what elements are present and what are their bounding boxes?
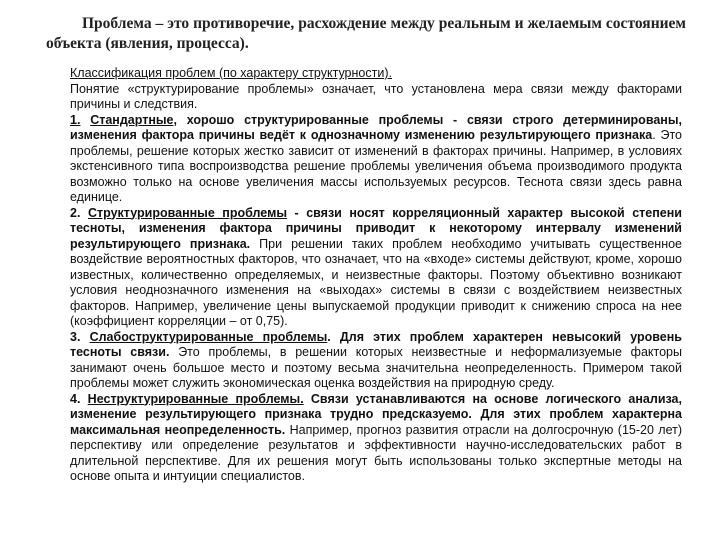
item-name: Структурированные проблемы	[87, 205, 288, 220]
item-bold-text: . Для этих проблем характерен невысокий уровень тесноты связи.	[70, 329, 682, 359]
title-text: Проблема – это противоречие, расхождение между реальным и желаемым состоянием объекта (явления, процесса).	[46, 15, 686, 52]
item-number: 1.	[70, 112, 81, 127]
classification-intro: Понятие «структурирование проблемы» означает, что установлена мера связи между факторами причины и следствия.	[70, 81, 682, 111]
item-bold-text: - связи носят корреляционный характер высокой степени тесноты, изменения фактора причины приводит к некоторому интервалу изменений результирующего признака.	[70, 205, 682, 251]
item-weakly-structured	[36, 330, 682, 392]
slide-body	[36, 66, 682, 485]
item-name: Неструктурированные проблемы.	[87, 391, 304, 406]
item-bold-text: хорошо структурированные проблемы - связи строго детерминированы, изменения фактора причины ведёт к однозначному изменению результирующего признака	[70, 112, 682, 142]
item-name: Слабоструктурированные проблемы	[89, 329, 328, 344]
classification-heading	[36, 66, 682, 82]
item-text: При решении таких проблем необходимо учитывать существенное воздействие вероятностных факторов, что означает, что на «входе» системы действуют, кроме, хорошо известных, количественно определяемых, и неизвестные факторы. Поэтому объективно возникают условия неоднозначного изменения на «выходах» системы в связи с воздействием неизвестных факторов. Например, увеличение цены выпускаемой продукции приводит к снижению спроса на нее (коэффициент корреляции – от 0,75).	[70, 236, 683, 328]
classification-heading-text: Классификация проблем (по характеру структурности).	[70, 66, 392, 80]
item-text: Например, прогноз развития отрасли на долгосрочную (15-20 лет) перспективу или определение результатов и эффективности научно-исследовательских работ в длительной перспективе. Для их решения могут быть использованы только экспертные методы на основе опыта и интуиции специалистов.	[70, 422, 682, 483]
item-structured	[36, 206, 682, 330]
slide-title	[46, 14, 686, 54]
item-standard	[36, 113, 682, 206]
item-number: 3.	[70, 329, 81, 344]
item-text: . Это проблемы, решение которых жестко зависит от изменений в факторах причины. Например, в условиях экстенсивного типа воспроизводства решение проблемы увеличения объема производимого продукта возможно только на основе увеличения массы используемых ресурсов. Теснота связи здесь равна единице.	[70, 128, 682, 204]
item-number: 2.	[70, 205, 81, 220]
item-bold-text: Связи устанавливаются на основе логического анализа, изменение результирующего признака трудно предсказуемо. Для этих проблем характерна максимальная неопределенность.	[70, 391, 682, 437]
item-text: Это проблемы, в решении которых неизвестные и неформализуемые факторы занимают очень большое место и поэтому весьма значительна неопределенность. Примером такой проблемы может служить экономическая оценка воздействия на природную среду.	[70, 345, 682, 390]
item-unstructured	[36, 392, 682, 485]
item-number: 4.	[70, 391, 81, 406]
item-name: Стандартные,	[90, 112, 177, 127]
